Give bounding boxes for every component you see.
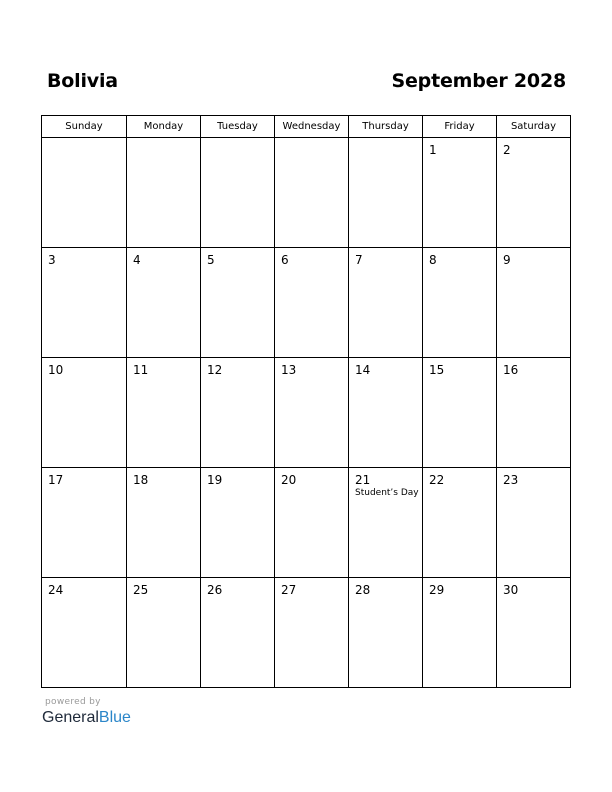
day-cell <box>275 468 349 578</box>
day-number: 24 <box>48 583 64 597</box>
day-cell <box>349 468 423 578</box>
country-title: Bolivia <box>47 70 118 92</box>
week-row <box>42 468 571 578</box>
day-cell <box>349 248 423 358</box>
weekday-saturday: Saturday <box>497 116 571 138</box>
day-cell <box>423 138 497 248</box>
day-cell <box>201 358 275 468</box>
week-row <box>42 248 571 358</box>
day-cell <box>127 138 201 248</box>
day-number: 20 <box>281 473 297 487</box>
day-number: 15 <box>429 363 445 377</box>
weekday-thursday: Thursday <box>349 116 423 138</box>
day-number: 1 <box>429 143 437 157</box>
day-number: 19 <box>207 473 223 487</box>
day-number: 22 <box>429 473 445 487</box>
day-cell <box>497 138 571 248</box>
day-cell <box>497 578 571 688</box>
day-number: 16 <box>503 363 519 377</box>
day-cell <box>42 358 127 468</box>
day-cell <box>42 248 127 358</box>
week-row <box>42 578 571 688</box>
day-cell <box>201 578 275 688</box>
month-year-title: September 2028 <box>391 70 566 92</box>
day-cell <box>423 248 497 358</box>
day-cell <box>42 578 127 688</box>
weekday-wednesday: Wednesday <box>275 116 349 138</box>
day-cell <box>201 468 275 578</box>
day-cell <box>497 358 571 468</box>
day-cell <box>127 358 201 468</box>
weekday-sunday: Sunday <box>42 116 127 138</box>
day-cell <box>201 138 275 248</box>
day-number <box>275 138 348 143</box>
logo-general-text: General <box>42 709 99 726</box>
day-number: 12 <box>207 363 223 377</box>
day-cell <box>42 138 127 248</box>
day-cell <box>275 138 349 248</box>
day-number: 5 <box>207 253 215 267</box>
day-number: 14 <box>355 363 371 377</box>
day-number <box>127 138 200 143</box>
day-cell <box>423 468 497 578</box>
day-cell <box>497 248 571 358</box>
day-number: 25 <box>133 583 149 597</box>
weekday-friday: Friday <box>423 116 497 138</box>
calendar-grid <box>41 115 571 688</box>
day-number: 23 <box>503 473 519 487</box>
holiday-label: Student’s Day <box>355 488 419 498</box>
day-number: 4 <box>133 253 141 267</box>
day-number <box>349 138 422 143</box>
weekday-header-row <box>42 116 571 138</box>
day-cell <box>497 468 571 578</box>
day-cell <box>201 248 275 358</box>
week-row <box>42 358 571 468</box>
day-number: 10 <box>48 363 64 377</box>
day-cell <box>127 248 201 358</box>
weekday-tuesday: Tuesday <box>201 116 275 138</box>
day-cell <box>42 468 127 578</box>
day-number: 11 <box>133 363 149 377</box>
generalblue-logo[interactable] <box>42 709 131 727</box>
day-number: 21 <box>355 473 371 487</box>
day-cell <box>275 358 349 468</box>
day-number: 26 <box>207 583 223 597</box>
day-number: 17 <box>48 473 64 487</box>
day-number: 6 <box>281 253 289 267</box>
day-cell <box>127 468 201 578</box>
day-number: 2 <box>503 143 511 157</box>
day-cell <box>127 578 201 688</box>
day-number: 13 <box>281 363 297 377</box>
day-cell <box>349 578 423 688</box>
day-number: 8 <box>429 253 437 267</box>
day-number: 9 <box>503 253 511 267</box>
day-number <box>201 138 274 143</box>
powered-by-text: powered by <box>45 697 101 707</box>
day-number: 30 <box>503 583 519 597</box>
day-cell <box>349 138 423 248</box>
day-cell <box>423 578 497 688</box>
day-number: 27 <box>281 583 297 597</box>
day-number: 29 <box>429 583 445 597</box>
weekday-monday: Monday <box>127 116 201 138</box>
day-number: 7 <box>355 253 363 267</box>
week-row <box>42 138 571 248</box>
logo-blue-text: Blue <box>98 709 131 726</box>
day-number: 18 <box>133 473 149 487</box>
day-number: 3 <box>48 253 56 267</box>
day-cell <box>423 358 497 468</box>
day-cell <box>349 358 423 468</box>
day-cell <box>275 578 349 688</box>
day-cell <box>275 248 349 358</box>
day-number <box>42 138 126 143</box>
day-number: 28 <box>355 583 371 597</box>
